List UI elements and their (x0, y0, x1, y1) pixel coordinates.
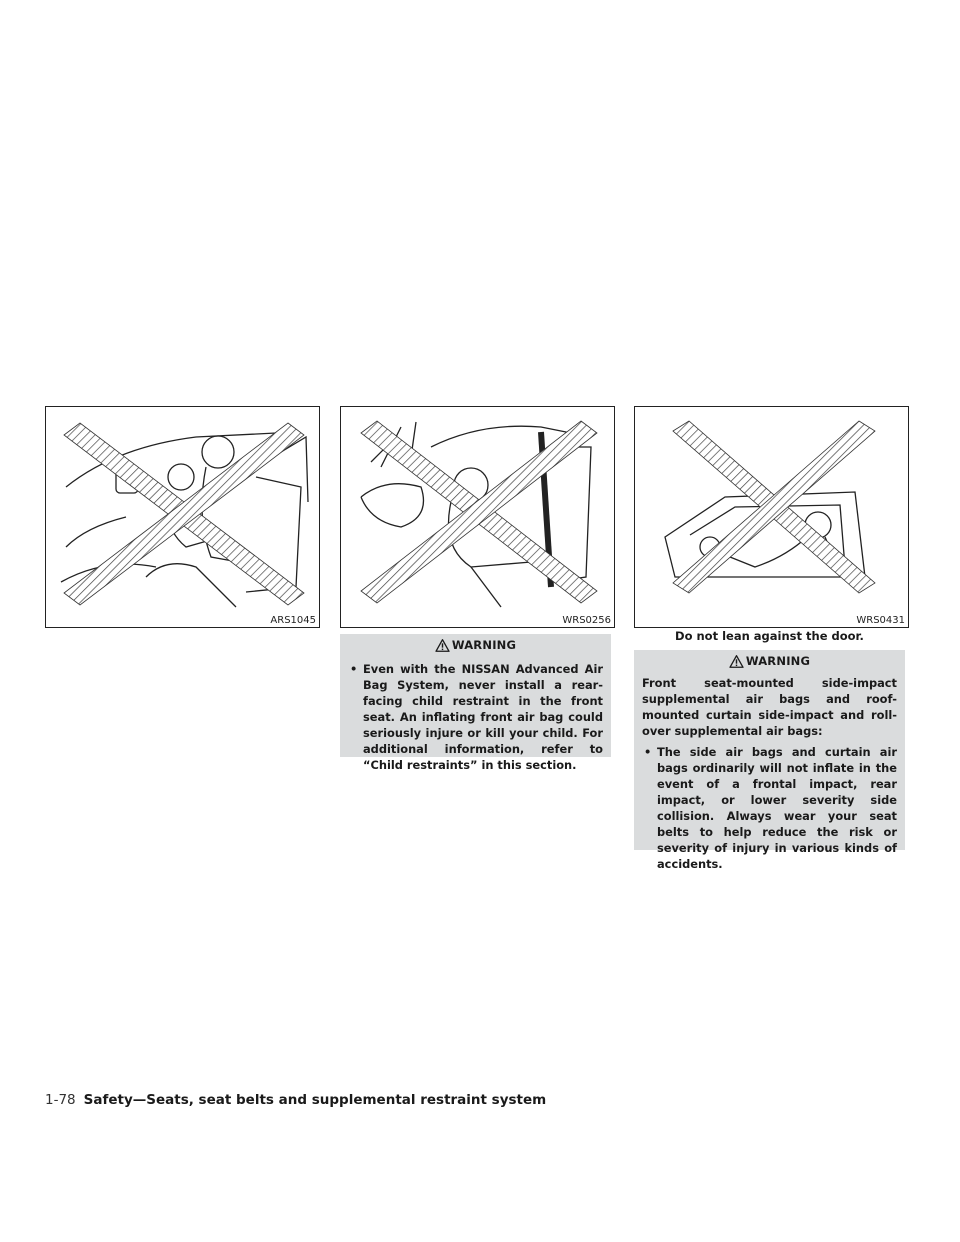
figure-code: WRS0431 (856, 615, 905, 626)
warning-box (634, 650, 905, 871)
warning-triangle-icon (729, 655, 744, 668)
warning-triangle-icon (435, 639, 450, 652)
illustration-rear-facing-seat-front (340, 406, 615, 628)
list-item (348, 661, 603, 773)
warning-heading-text: WARNING (745, 654, 811, 668)
page-number: 1-78 (45, 1092, 76, 1108)
warning-heading-text: WARNING (451, 638, 517, 652)
bullet-marker: • (644, 745, 652, 759)
figure-caption: Do not lean against the door. (675, 629, 864, 643)
illustration-drawing (635, 407, 908, 627)
figure-code: ARS1045 (270, 615, 316, 626)
warning-box (340, 634, 611, 772)
illustration-child-on-lap (45, 406, 320, 628)
warning-heading (340, 634, 611, 656)
warning-text: Even with the NISSAN Advanced Air Bag System, never install a rear-facing child restraint in the front seat. An inflating front air bag could seriously injure or kill your child. For additional information, refer to “Child restraints” in this section. (363, 662, 603, 772)
illustration-lean-against-door (634, 406, 909, 628)
warning-intro: Front seat-mounted side-impact supplemental air bags and roof-mounted curtain side-impact and roll-over supplemental air bags: (642, 676, 897, 738)
list-item (642, 744, 897, 872)
illustration-drawing (341, 407, 614, 627)
page-footer (45, 1092, 546, 1108)
bullet-marker: • (350, 662, 358, 676)
section-title: Safety—Seats, seat belts and supplemental restraint system (83, 1092, 547, 1108)
illustration-drawing (46, 407, 319, 627)
warning-heading (634, 650, 905, 672)
warning-text: The side air bags and curtain air bags ordinarily will not inflate in the event of a frontal impact, rear impact, or lower severity side collision. Always wear your seat belts to help reduce the risk or severity of injury in various kinds of accidents. (657, 745, 897, 871)
figure-code: WRS0256 (562, 615, 611, 626)
